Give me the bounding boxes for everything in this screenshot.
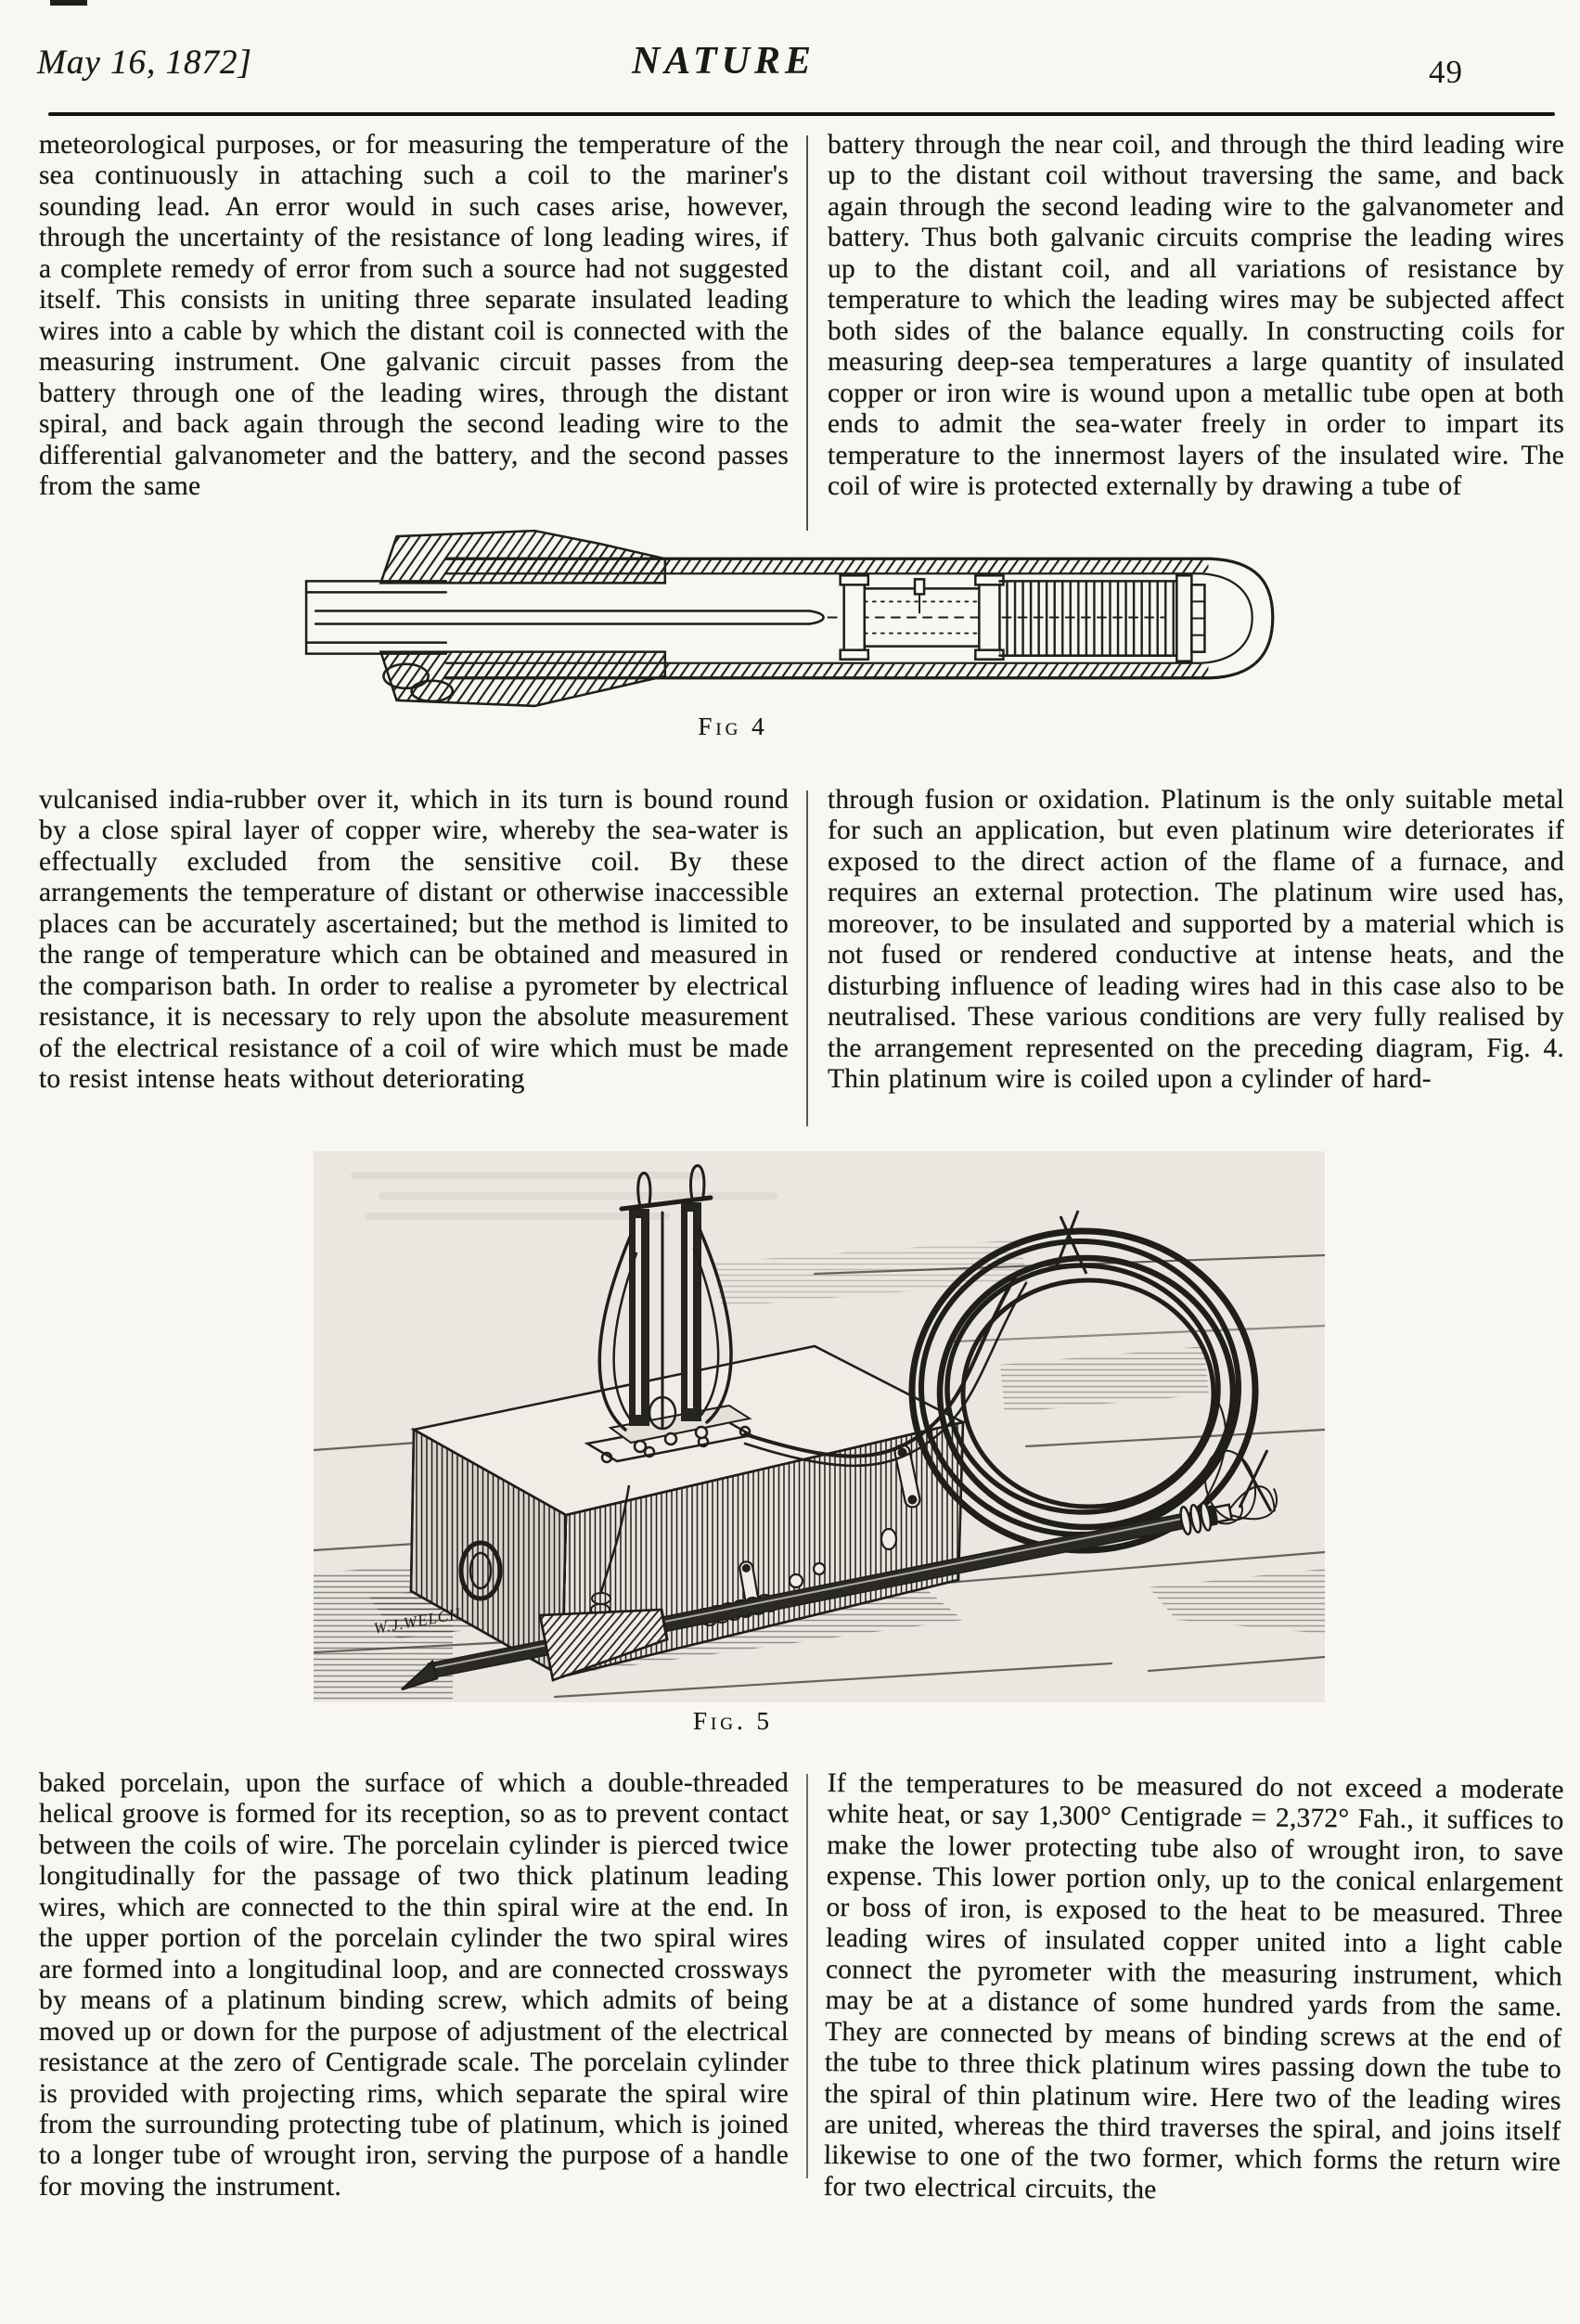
article-column-bottom-left: baked porcelain, upon the surface of which a double-threaded helical groove is formed for its reception, so as to prevent contact between the coils of wire. The porcelain cylinder is pierced twice longitudinally for the passage of two thick platinum leading wires, which are connected to the thin spiral wire at the end. In the upper portion of the porcelain cylinder the two spiral wires are formed into a longitudinal loop, and are connected crossways by means of a platinum binding screw, which admits of being moved up or down for the purpose of adjustment of the electrical resistance at the zero of Centigrade scale. The porcelain cylinder is provided with projecting rims, which separate the spiral wire from the surrounding protecting tube of platinum, which is joined to a longer tube of wrought iron, serving the purpose of a handle for moving the instrument. xyxy=(39,1768,789,2202)
issue-date: May 16, 1872] xyxy=(37,44,252,82)
article-column-top-left: meteorological purposes, or for measuring the temperature of the sea continuously in attaching such a coil to the mariner's sounding lead. An error would in such cases arise, however, through the uncertainty of the resistance of long leading wires, if a complete remedy of error from such a source had not suggested itself. This consists in uniting three separate insulated leading wires into a cable by which the distant coil is connected with the measuring instrument. One galvanic circuit passes from the battery through one of the leading wires, through the distant spiral, and back again through the second leading wire to the differential galvanometer and the battery, and the second passes from the same xyxy=(39,130,789,501)
article-column-bottom-right: If the temperatures to be measured do not exceed a moderate white heat, or say 1,300° Centigrade = 2,372° Fah., it suffices to make the lower protecting tube also of wrought iron, to save expense. This lower portion only, up to the conical enlargement or boss of iron, is exposed to the heat to be measured. Three leading wires of insulated copper united into a light cable connect the pyrometer with the measuring instrument, which may be at a distance of some hundred yards from the same. They are connected by means of binding screws at the end of the tube to three thick platinum wires passing down the tube to the spiral of thin platinum wire. Here two of the leading wires are united, whereas the third traverses the spiral, and joins itself likewise to one of the two former, which forms the return wire for two electrical circuits, the xyxy=(823,1768,1564,2205)
figure-5-illustration xyxy=(314,1151,1325,1702)
figure-4-caption: Fig 4 xyxy=(698,713,768,740)
journal-title: NATURE xyxy=(631,40,816,83)
article-column-mid-left: vulcanised india-rubber over it, which in its turn is bound round by a close spiral layer of copper wire, whereby the sea-water is effectually excluded from the sensitive coil. By these arrangements the temperature of distant or otherwise inaccessible places can be accurately ascertained; but the method is limited to the range of temperature which can be obtained and measured in the comparison bath. In order to realise a pyrometer by electrical resistance, it is necessary to rely upon the absolute measurement of the electrical resistance of a coil of wire which must be made to resist intense heats without deteriorating xyxy=(39,785,789,1095)
column-divider-bottom xyxy=(806,1774,808,2178)
page-number: 49 xyxy=(1429,54,1463,90)
article-column-top-right: battery through the near coil, and through the third leading wire up to the distant coil without traversing the same, and back again through the second leading wire to the galvanometer and battery. Thus both galvanic circuits comprise the leading wires up to the distant coil, and all variations of resistance by temperature to which the leading wires may be subjected affect both sides of the balance equally. In constructing coils for measuring deep-sea temperatures a large quantity of insulated copper or iron wire is wound upon a metallic tube open at both ends to admit the sea-water freely in order to impart its temperature to the innermost layers of the insulated wire. The coil of wire is protected externally by drawing a tube of xyxy=(828,130,1564,501)
scan-edge-artifact xyxy=(50,0,87,6)
figure-4-illustration xyxy=(292,525,1317,711)
article-column-mid-right: through fusion or oxidation. Platinum is the only suitable metal for such an application, but even platinum wire deteriorates if exposed to the direct action of the flame of a furnace, and requires an external protection. The platinum wire used has, moreover, to be insulated and supported by a material which is not fused or rendered conductive at intense heats, and the disturbing influence of leading wires had in this case also to be neutralised. These various conditions are very fully realised by the arrangement represented on the preceding diagram, Fig. 4. Thin platinum wire is coiled upon a cylinder of hard- xyxy=(828,785,1564,1095)
header-rule xyxy=(48,112,1555,116)
column-divider-top xyxy=(806,135,808,531)
engraver-signature: W.J.WELCH xyxy=(372,1604,463,1637)
figure-5-caption: Fig. 5 xyxy=(692,1707,774,1735)
column-divider-mid xyxy=(806,790,808,1126)
